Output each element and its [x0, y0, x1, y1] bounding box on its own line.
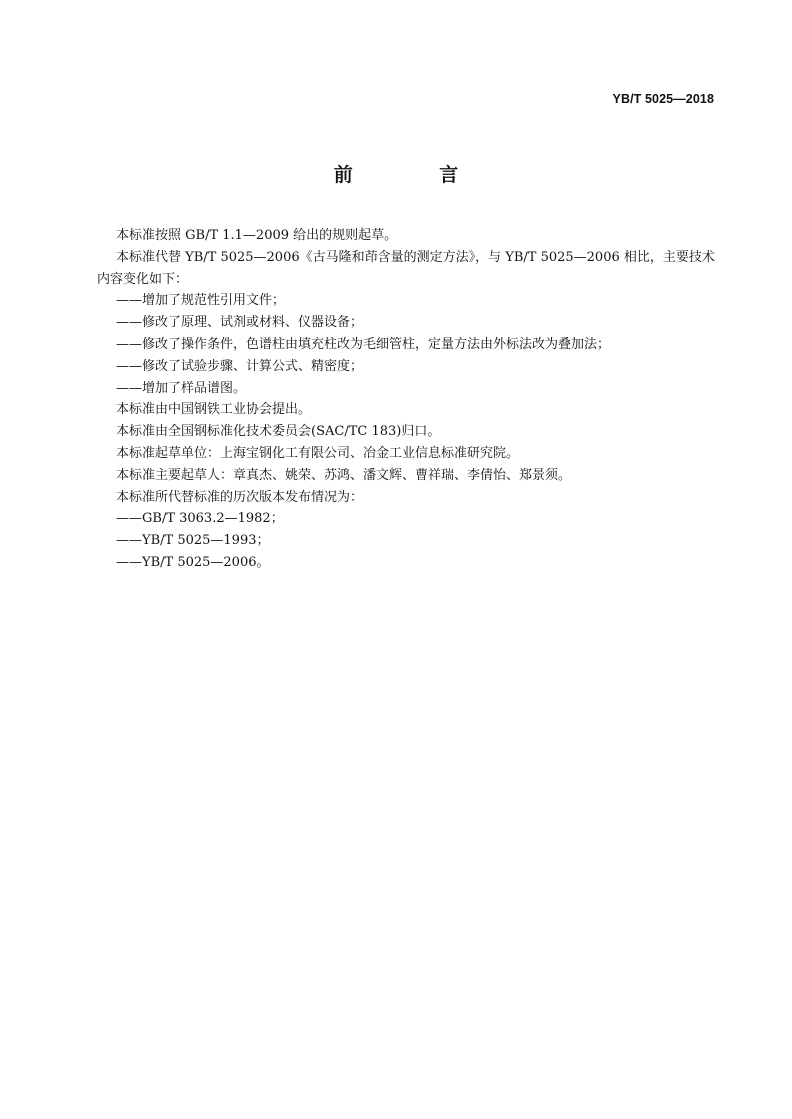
paragraph-drafting-rules: 本标准按照 GB/T 1.1—2009 给出的规则起草。 — [116, 228, 398, 243]
foreword-body — [97, 225, 719, 574]
paragraph-replacement: 本标准代替 YB/T 5025—2006《古马隆和茚含量的测定方法》，与 YB/T 5025—2006 相比，主要技术内容变化如下： — [97, 249, 715, 287]
change-item: ——增加了规范性引用文件； — [116, 293, 286, 309]
paragraph-committee: 本标准由全国钢标准化技术委员会(SAC/TC 183)归口。 — [116, 424, 441, 440]
history-item: ——GB/T 3063.2—1982； — [116, 511, 284, 527]
change-item: ——修改了操作条件，色谱柱由填充柱改为毛细管柱，定量方法由外标法改为叠加法； — [116, 336, 611, 352]
history-item: ——YB/T 5025—1993； — [116, 533, 270, 549]
change-item: ——修改了原理、试剂或材料、仪器设备； — [116, 315, 364, 331]
paragraph-drafting-units: 本标准起草单位：上海宝钢化工有限公司、冶金工业信息标准研究院。 — [116, 445, 520, 461]
standard-code: YB/T 5025—2018 — [612, 92, 714, 106]
paragraph-proposer: 本标准由中国钢铁工业协会提出。 — [116, 402, 312, 418]
paragraph-history-intro: 本标准所代替标准的历次版本发布情况为： — [116, 489, 364, 505]
change-item: ——修改了试验步骤、计算公式、精密度； — [116, 358, 364, 374]
page-title: 前 言 — [333, 164, 499, 186]
history-item: ——YB/T 5025—2006。 — [116, 554, 270, 570]
paragraph-drafters: 本标准主要起草人：章真杰、姚荣、苏鸿、潘文辉、曹祥瑞、李倩怡、郑景须。 — [116, 467, 572, 483]
change-item: ——增加了样品谱图。 — [116, 380, 247, 396]
